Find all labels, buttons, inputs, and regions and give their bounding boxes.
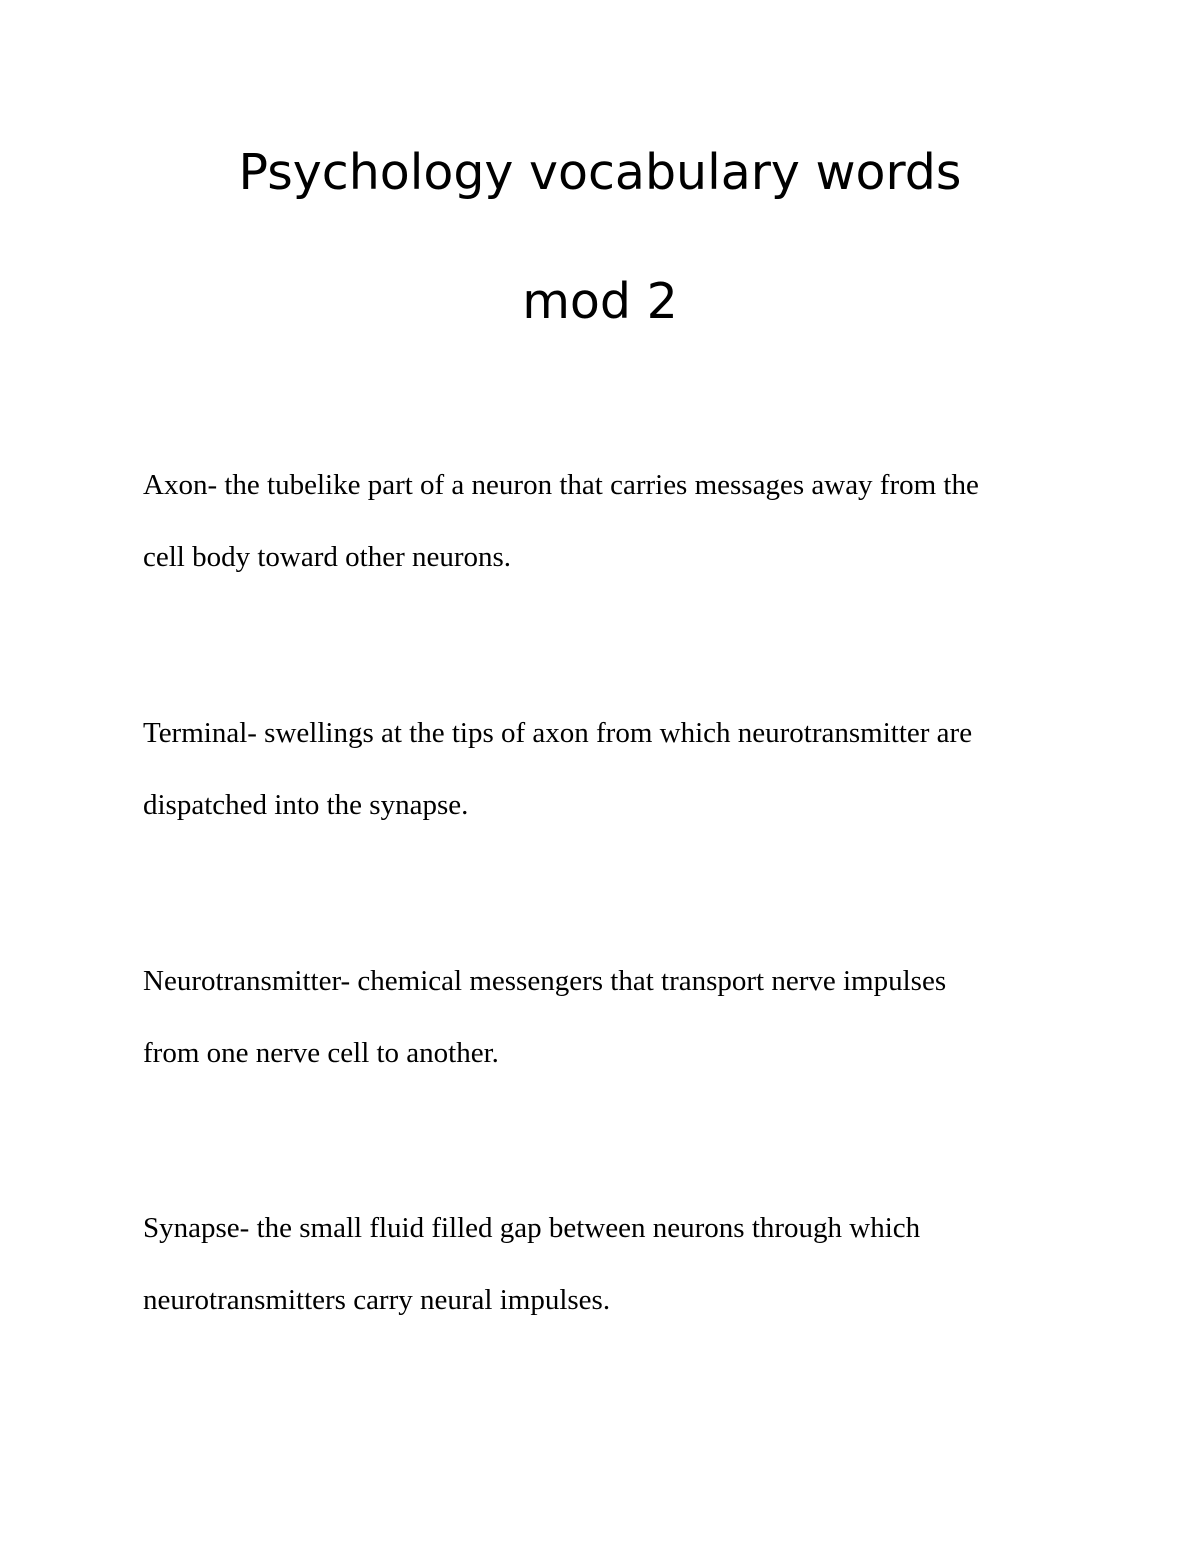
entry-text-line: Neurotransmitter- chemical messengers that transport nerve impulses — [143, 965, 947, 997]
document-title: Psychology vocabulary words — [238, 144, 962, 201]
entry-text-line: dispatched into the synapse. — [143, 789, 469, 821]
entry-text-line: Synapse- the small fluid filled gap between neurons through which — [143, 1212, 921, 1244]
entry-text-line: Axon- the tubelike part of a neuron that carries messages away from the — [143, 469, 979, 501]
entry-text-line: cell body toward other neurons. — [143, 541, 512, 573]
entry-text-line: from one nerve cell to another. — [143, 1037, 499, 1069]
entry-text-line: neurotransmitters carry neural impulses. — [143, 1284, 611, 1316]
document-subtitle: mod 2 — [522, 273, 678, 330]
entry-text-line: Terminal- swellings at the tips of axon from which neurotransmitter are — [143, 717, 973, 749]
